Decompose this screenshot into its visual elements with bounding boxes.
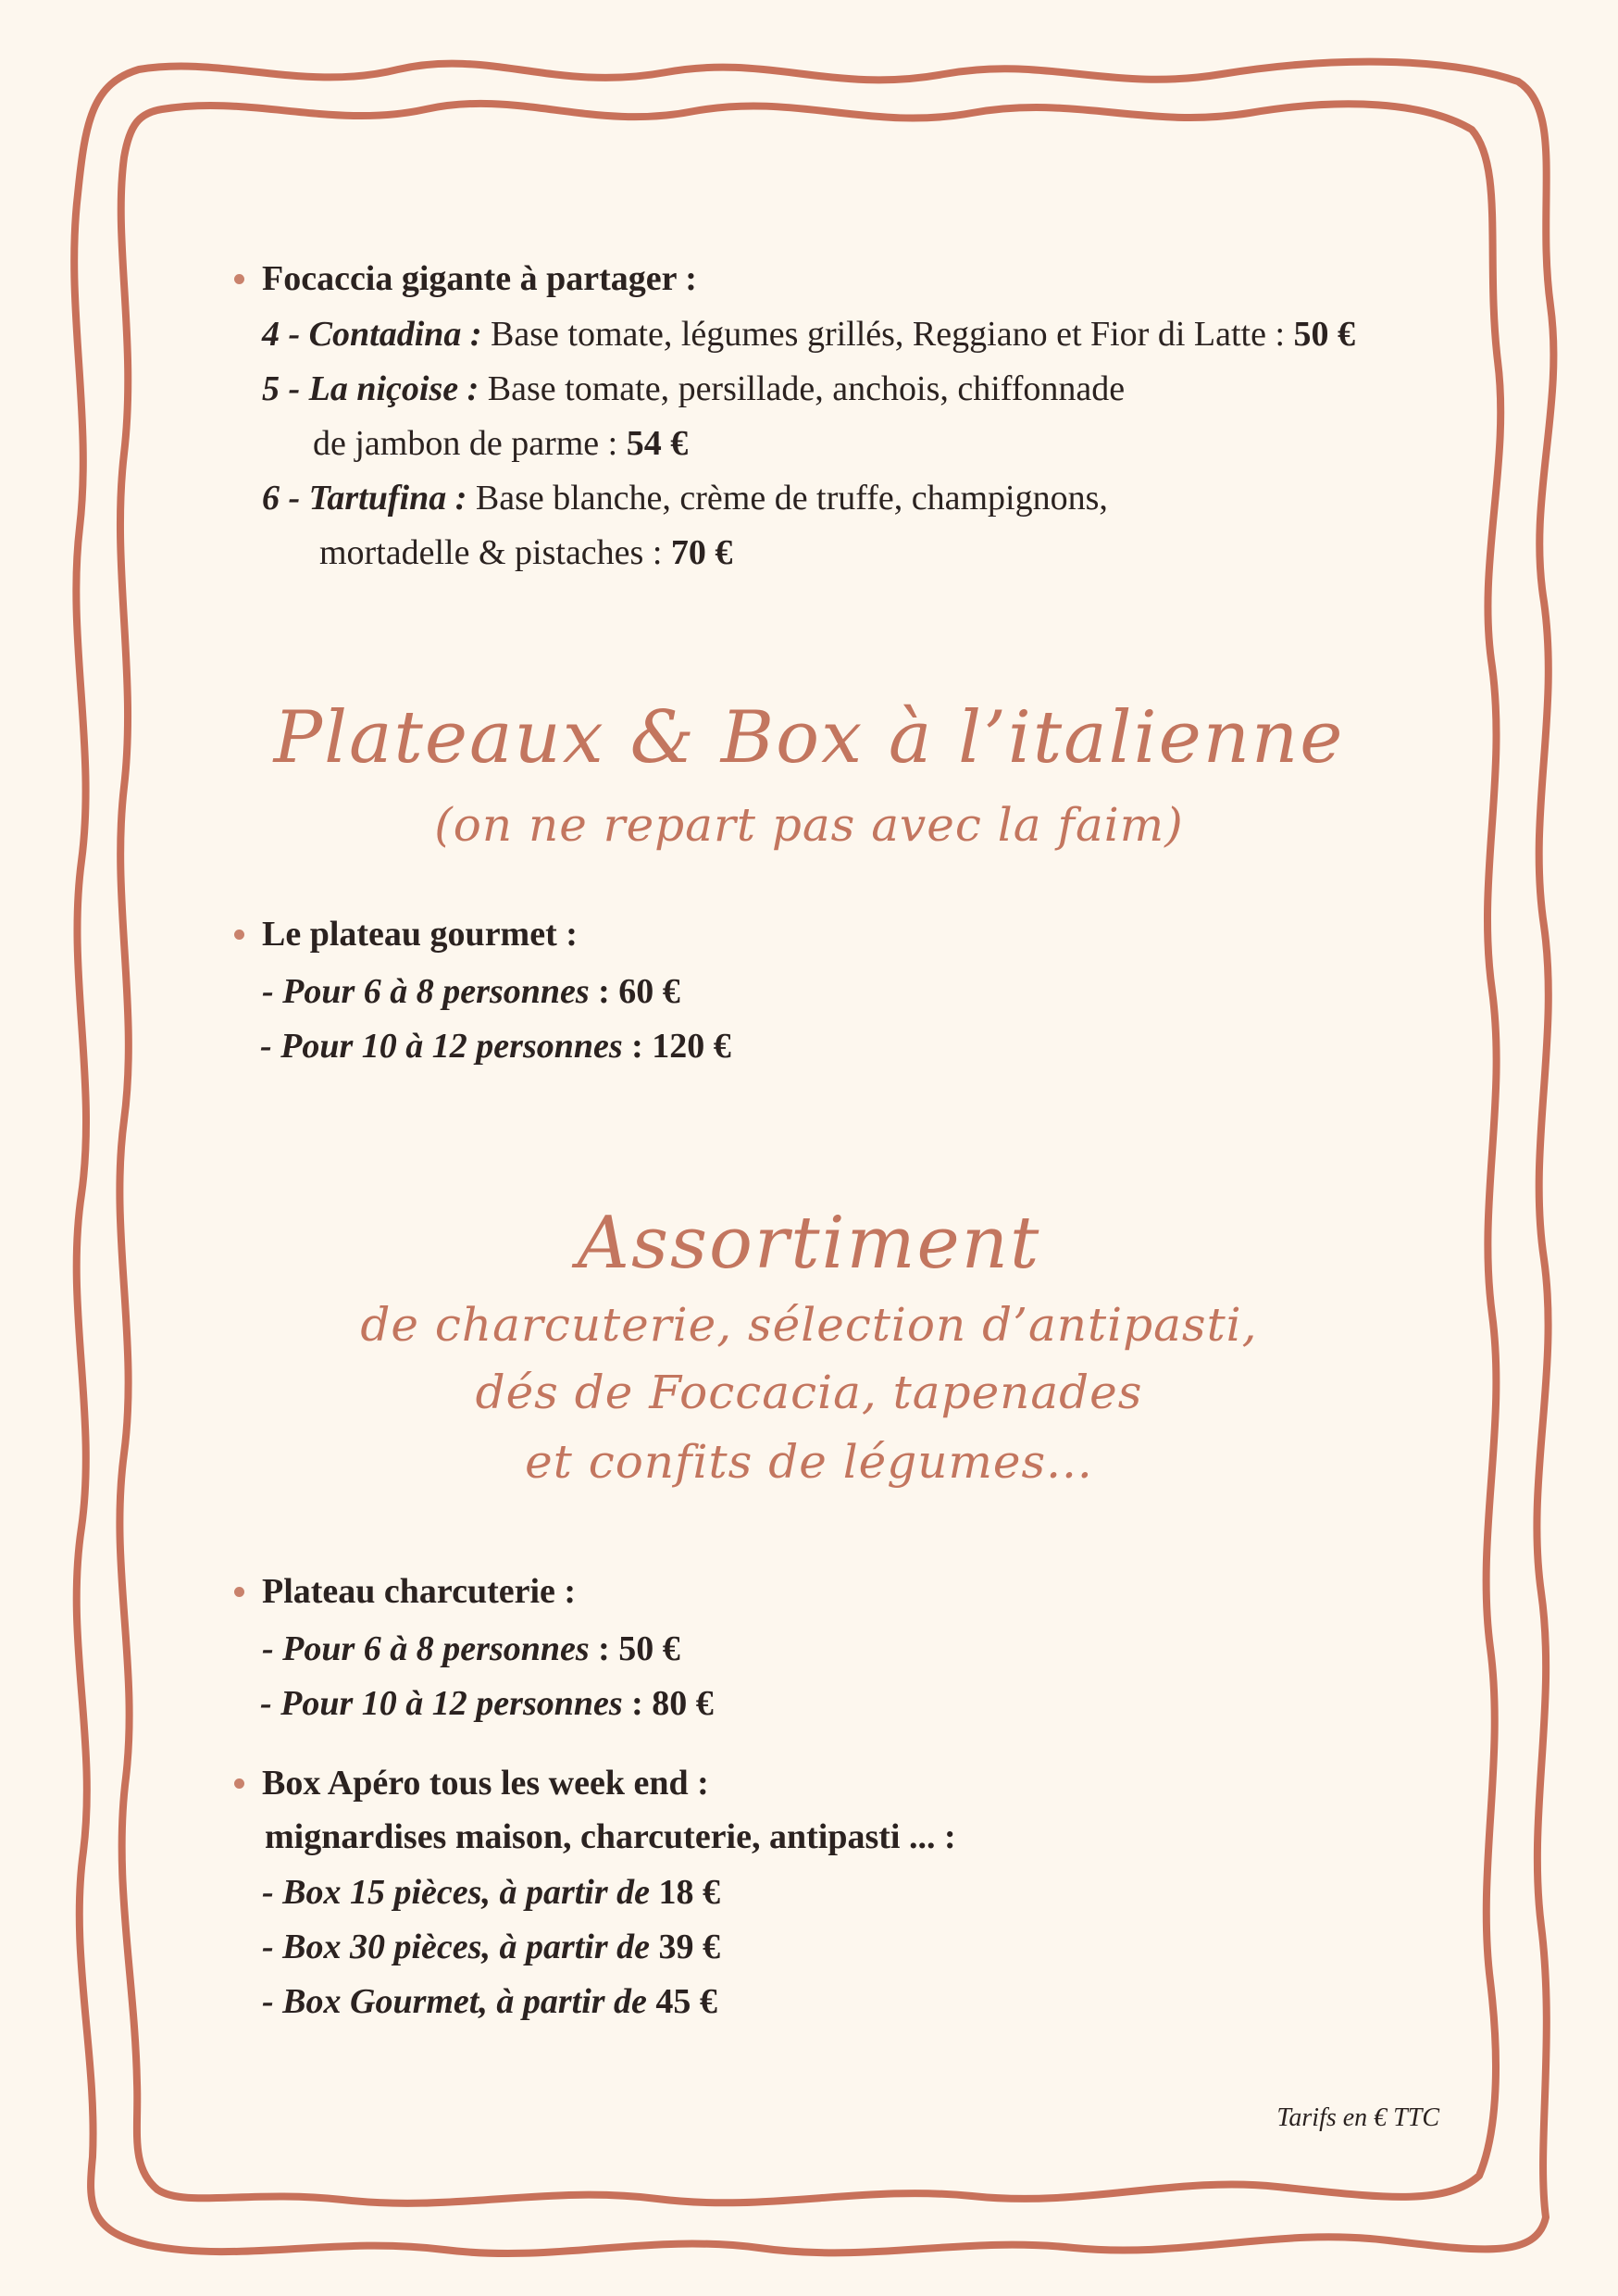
menu-item-tartufina-continued <box>319 531 732 574</box>
option-label: - Box Gourmet, à partir de <box>262 1982 647 2021</box>
item-description: de jambon de parme : <box>313 424 627 463</box>
option-row <box>262 1980 717 2023</box>
option-label: - Box 30 pièces, à partir de <box>262 1928 651 1966</box>
plateau-charcuterie-heading: Plateau charcuterie : <box>262 1572 577 1611</box>
option-price: : 120 € <box>622 1027 731 1066</box>
item-description: Base tomate, légumes grillés, Reggiano et Fior di Latte : <box>481 315 1294 354</box>
option-price: 45 € <box>646 1982 717 2021</box>
item-name: 4 - Contadina : <box>262 315 482 354</box>
option-price: 18 € <box>650 1873 721 1912</box>
option-label: - Pour 6 à 8 personnes <box>262 1629 590 1668</box>
item-price: 70 € <box>670 533 733 572</box>
bullet-icon <box>234 274 244 284</box>
assortiment-line-1: de charcuterie, sélection d’antipasti, <box>360 1298 1258 1352</box>
option-row <box>260 1682 714 1725</box>
item-description: mortadelle & pistaches : <box>319 533 671 572</box>
option-price: : 60 € <box>589 972 680 1011</box>
option-label: - Pour 10 à 12 personnes <box>260 1684 623 1723</box>
item-description: Base tomate, persillade, anchois, chiffonnade <box>479 369 1126 408</box>
bullet-icon <box>234 1778 244 1789</box>
box-apero-heading: Box Apéro tous les week end : <box>262 1764 709 1803</box>
option-price: : 80 € <box>622 1684 714 1723</box>
menu-item-contadina <box>262 313 1355 356</box>
option-label: - Pour 10 à 12 personnes <box>260 1027 623 1066</box>
item-price: 54 € <box>626 424 689 463</box>
item-name: 5 - La niçoise : <box>262 369 479 408</box>
box-apero-subheading: mignardises maison, charcuterie, antipasti ... : <box>265 1817 956 1856</box>
option-label: - Pour 6 à 8 personnes <box>262 972 590 1011</box>
item-description: Base blanche, crème de truffe, champignons, <box>467 479 1108 518</box>
menu-item-tartufina <box>262 477 1108 519</box>
option-row <box>262 1871 720 1914</box>
option-label: - Box 15 pièces, à partir de <box>262 1873 651 1912</box>
plateau-gourmet-heading: Le plateau gourmet : <box>262 915 578 954</box>
menu-item-nicoise <box>262 368 1125 410</box>
focaccia-heading: Focaccia gigante à partager : <box>262 259 697 298</box>
option-row <box>262 970 680 1013</box>
assortiment-title: Assortiment <box>577 1202 1041 1285</box>
option-row <box>262 1926 720 1968</box>
option-row <box>260 1025 731 1067</box>
bullet-icon <box>234 1587 244 1597</box>
pricing-note: Tarifs en € TTC <box>1276 2103 1439 2132</box>
plateaux-section-title: Plateaux & Box à l’italienne <box>273 696 1345 780</box>
assortiment-line-2: dés de Foccacia, tapenades <box>475 1366 1143 1419</box>
assortiment-line-3: et confits de légumes... <box>525 1435 1093 1489</box>
item-price: 50 € <box>1293 315 1356 354</box>
option-row <box>262 1628 680 1670</box>
bullet-icon <box>234 930 244 940</box>
item-name: 6 - Tartufina : <box>262 479 467 518</box>
option-price: : 50 € <box>589 1629 680 1668</box>
plateaux-section-subtitle: (on ne repart pas avec la faim) <box>434 798 1184 852</box>
menu-item-nicoise-continued <box>313 422 688 465</box>
option-price: 39 € <box>650 1928 721 1966</box>
